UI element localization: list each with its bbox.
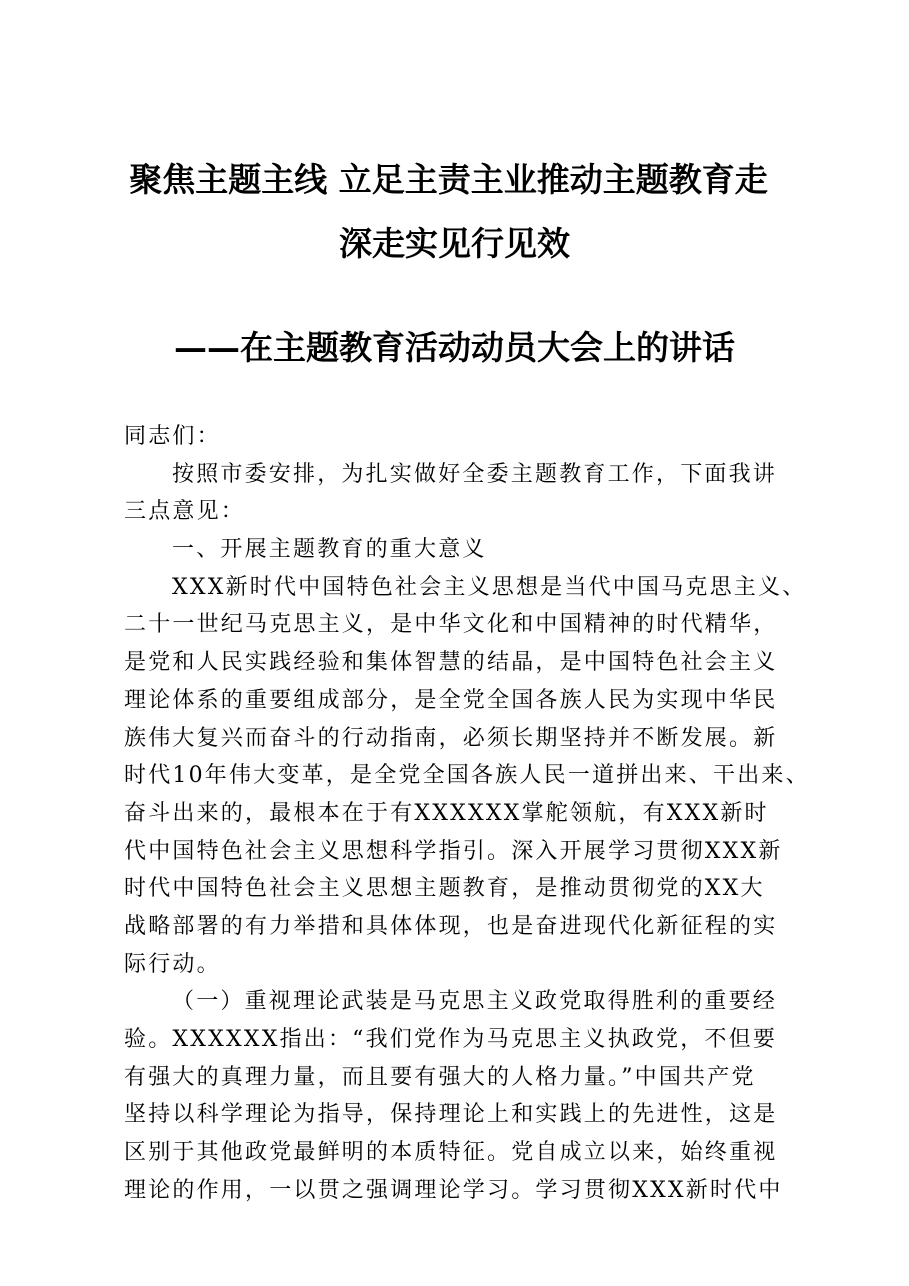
paragraph-line: XXX新时代中国特色社会主义思想是当代中国马克思主义、 (172, 574, 807, 600)
paragraph-line: 验。XXXXXX指出：“我们党作为马克思主义执政党，不但要 (124, 1027, 778, 1052)
salutation: 同志们： (124, 424, 221, 449)
paragraph-line: 时代10年伟大变革，是全党全国各族人民一道拼出来、干出来、 (124, 763, 810, 789)
title-line-2: 深走实见行见效 (339, 224, 570, 263)
paragraph-line: 际行动。 (124, 951, 221, 977)
subtitle: ——在主题教育活动动员大会上的讲话 (174, 328, 735, 367)
paragraph-line: 是党和人民实践经验和集体智慧的结晶，是中国特色社会主义 (124, 650, 778, 676)
paragraph-line: 理论体系的重要组成部分，是全党全国各族人民为实现中华民 (124, 687, 778, 713)
subsection-heading: （一）重视理论武装是马克思主义政党取得胜利的重要经 (172, 989, 778, 1015)
paragraph-line: 有强大的真理力量，而且要有强大的人格力量。”中国共产党 (124, 1064, 756, 1090)
paragraph-line: 奋斗出来的，最根本在于有XXXXXX掌舵领航，有XXX新时 (124, 800, 769, 826)
paragraph-line: 三点意见： (124, 499, 246, 525)
speech-body (124, 418, 824, 1209)
paragraph-line: 族伟大复兴而奋斗的行动指南，必须长期坚持并不断发展。新 (124, 725, 778, 751)
paragraph-line: 按照市委安排，为扎实做好全委主题教育工作，下面我讲 (172, 461, 778, 487)
paragraph-line: 代中国特色社会主义思想科学指引。深入开展学习贯彻XXX新 (124, 838, 783, 864)
paragraph-line: 二十一世纪马克思主义，是中华文化和中国精神的时代精华， (124, 612, 778, 638)
paragraph-line: 战略部署的有力举措和具体体现，也是奋进现代化新征程的实 (124, 913, 778, 939)
title-line-1: 聚焦主题主线 立足主责主业推动主题教育走 (129, 160, 768, 199)
paragraph-line: 坚持以科学理论为指导，保持理论上和实践上的先进性，这是 (124, 1102, 778, 1128)
section-heading: 一、开展主题教育的重大意义 (172, 537, 487, 563)
paragraph-line: 时代中国特色社会主义思想主题教育，是推动贯彻党的XX大 (124, 876, 765, 902)
paragraph-line: 理论的作用，一以贯之强调理论学习。学习贯彻XXX新时代中 (124, 1177, 783, 1203)
paragraph-line: 区别于其他政党最鲜明的本质特征。党自成立以来，始终重视 (124, 1140, 778, 1166)
